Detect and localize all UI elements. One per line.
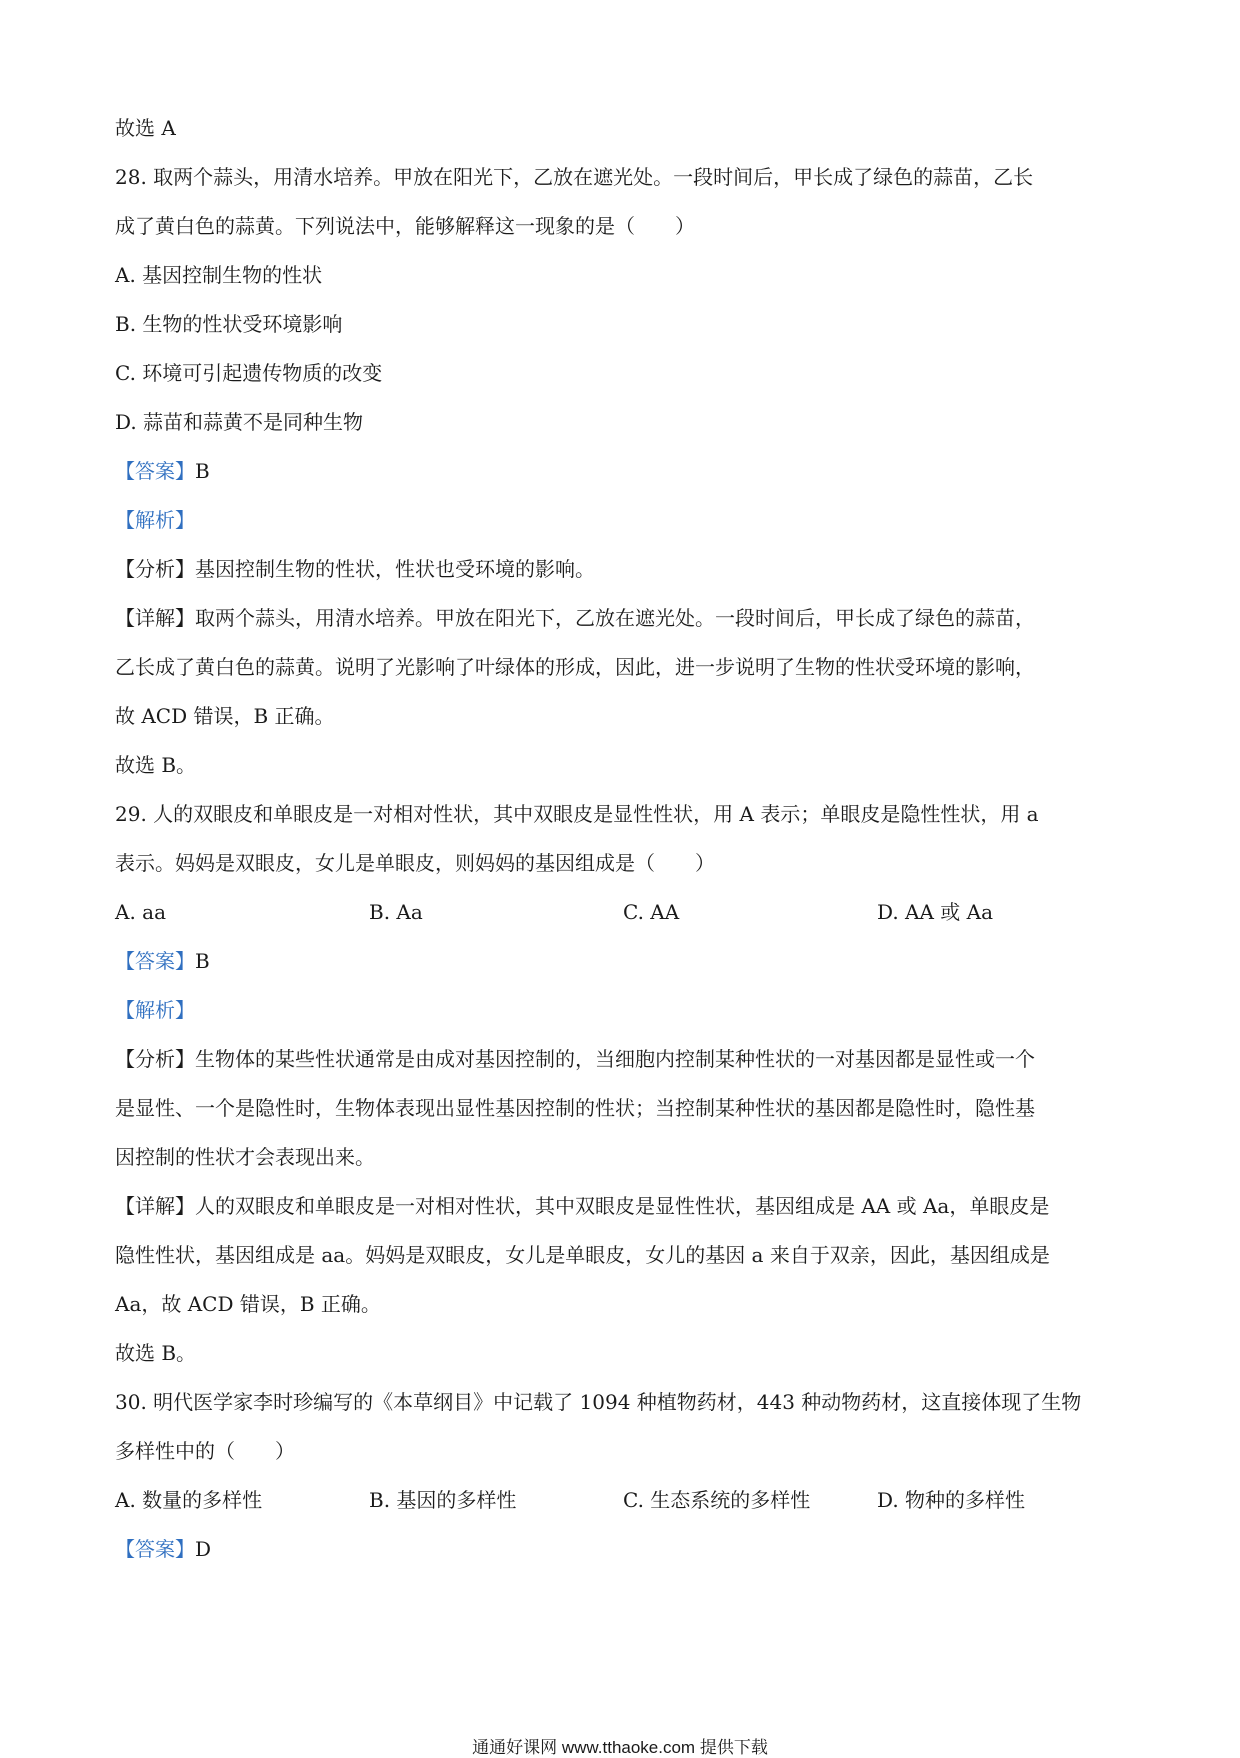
- q28-conclusion: 故选 B。: [115, 753, 197, 777]
- q30-options: [115, 1476, 1135, 1525]
- q28-stem-line-1: 28. 取两个蒜头，用清水培养。甲放在阳光下，乙放在遮光处。一段时间后，甲长成了绿色的蒜苗，乙长: [115, 165, 1034, 189]
- q29-fenxi-line-3: 因控制的性状才会表现出来。: [115, 1145, 375, 1169]
- q29-analysis-tag: 【解析】: [115, 998, 195, 1022]
- q28-analysis-tag: 【解析】: [115, 508, 195, 532]
- q28-stem-line-2: 成了黄白色的蒜黄。下列说法中，能够解释这一现象的是（ ）: [115, 214, 695, 238]
- q29-option-b: B. Aa: [369, 900, 423, 924]
- q28-detail-line-3: 故 ACD 错误，B 正确。: [115, 704, 335, 728]
- answer-value: B: [195, 459, 210, 483]
- q28-option-b: B. 生物的性状受环境影响: [115, 312, 343, 336]
- q29-fenxi-line-2: 是显性、一个是隐性时，生物体表现出显性基因控制的性状；当控制某种性状的基因都是隐性时，隐性基: [115, 1096, 1035, 1120]
- q30-option-d: D. 物种的多样性: [877, 1488, 1026, 1512]
- q29-option-c: C. AA: [623, 900, 680, 924]
- answer-tag: 【答案】: [115, 459, 195, 483]
- q28-detail-line-2: 乙长成了黄白色的蒜黄。说明了光影响了叶绿体的形成，因此，进一步说明了生物的性状受环境的影响，: [115, 655, 1035, 679]
- q29-options: [115, 888, 1135, 937]
- q28-option-a: A. 基因控制生物的性状: [115, 263, 323, 287]
- q29-conclusion: 故选 B。: [115, 1341, 197, 1365]
- q28-fenxi: 【分析】基因控制生物的性状，性状也受环境的影响。: [115, 557, 595, 581]
- q30-option-b: B. 基因的多样性: [369, 1488, 517, 1512]
- q29-fenxi-line-1: 【分析】生物体的某些性状通常是由成对基因控制的，当细胞内控制某种性状的一对基因都是显性或一个: [115, 1047, 1035, 1071]
- q29-stem-line-2: 表示。妈妈是双眼皮，女儿是单眼皮，则妈妈的基因组成是（ ）: [115, 851, 715, 875]
- q28-detail-line-1: 【详解】取两个蒜头，用清水培养。甲放在阳光下，乙放在遮光处。一段时间后，甲长成了绿色的蒜苗，: [115, 606, 1035, 630]
- q29-option-a: A. aa: [115, 900, 167, 924]
- q28-option-c: C. 环境可引起遗传物质的改变: [115, 361, 383, 385]
- q30-stem-line-1: 30. 明代医学家李时珍编写的《本草纲目》中记载了 1094 种植物药材，443 种动物药材，这直接体现了生物: [115, 1390, 1082, 1414]
- q28-answer: [115, 447, 1135, 496]
- answer-value: B: [195, 949, 210, 973]
- q28-option-d: D. 蒜苗和蒜黄不是同种生物: [115, 410, 364, 434]
- q30-option-a: A. 数量的多样性: [115, 1488, 263, 1512]
- q29-detail-line-2: 隐性性状，基因组成是 aa。妈妈是双眼皮，女儿是单眼皮，女儿的基因 a 来自于双亲，因此，基因组成是: [115, 1243, 1050, 1267]
- answer-tag: 【答案】: [115, 949, 195, 973]
- document-page: [115, 104, 1135, 1574]
- page-footer: 通通好课网 www.tthaoke.com 提供下载: [472, 1738, 768, 1757]
- q29-detail-line-3: Aa，故 ACD 错误，B 正确。: [115, 1292, 381, 1316]
- q29-detail-line-1: 【详解】人的双眼皮和单眼皮是一对相对性状，其中双眼皮是显性性状，基因组成是 AA 或 Aa，单眼皮是: [115, 1194, 1050, 1218]
- q29-stem-line-1: 29. 人的双眼皮和单眼皮是一对相对性状，其中双眼皮是显性性状，用 A 表示；单眼皮是隐性性状，用 a: [115, 802, 1039, 826]
- answer-value: D: [195, 1537, 212, 1561]
- q29-answer: [115, 937, 1135, 986]
- q30-stem-line-2: 多样性中的（ ）: [115, 1439, 295, 1463]
- q29-option-d: D. AA 或 Aa: [877, 900, 994, 924]
- prev-conclusion: 故选 A: [115, 116, 176, 140]
- q30-option-c: C. 生态系统的多样性: [623, 1488, 811, 1512]
- answer-tag: 【答案】: [115, 1537, 195, 1561]
- q30-answer: [115, 1525, 1135, 1574]
